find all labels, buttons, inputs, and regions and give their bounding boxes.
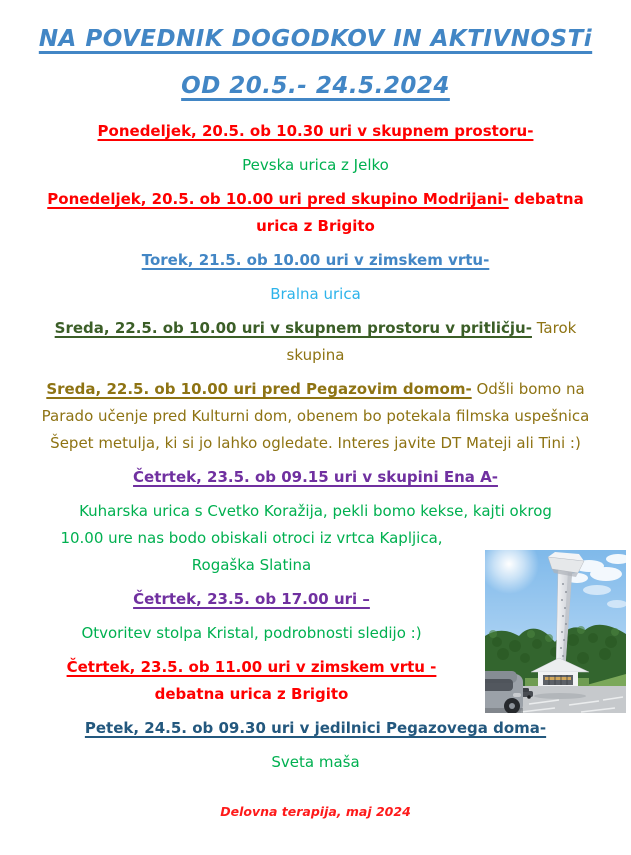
foreground-car	[485, 671, 523, 713]
event-header: Torek, 21.5. ob 10.00 uri v zimskem vrtu-	[141, 251, 490, 269]
event-body-inline: Tarok	[531, 319, 577, 337]
event-entry-tuesday	[33, 247, 598, 274]
event-body: Pevska urica z Jelko	[242, 156, 389, 174]
event-header-continuation: urica z Brigito	[256, 217, 375, 235]
event-header: Četrtek, 23.5. ob 17.00 uri –	[133, 590, 370, 608]
event-body-tuesday	[33, 281, 598, 308]
event-header: Sreda, 22.5. ob 10.00 uri v skupnem prostoru v pritličju-	[54, 319, 532, 337]
event-body: debatna urica z Brigito	[154, 685, 349, 703]
event-header: Četrtek, 23.5. ob 11.00 uri v zimskem vrtu -	[66, 658, 437, 676]
kristal-tower-illustration	[485, 550, 626, 713]
event-entry-monday-1	[33, 118, 598, 145]
event-entry-wednesday-1	[33, 315, 598, 369]
event-header: Ponedeljek, 20.5. ob 10.00 uri pred skupino Modrijani-	[47, 190, 509, 208]
event-body: Bralna urica	[270, 285, 361, 303]
event-body: Rogaška Slatina	[191, 556, 312, 574]
footer-signature: Delovna terapija, maj 2024	[220, 804, 411, 819]
event-body-monday-1	[33, 152, 598, 179]
event-entry-wednesday-2	[33, 376, 598, 457]
event-header-continuation: debatna	[508, 190, 584, 208]
event-body: 10.00 ure nas bodo obiskali otroci iz vrtca Kapljica,	[60, 529, 443, 547]
event-body: Otvoritev stolpa Kristal, podrobnosti sledijo :)	[81, 624, 422, 642]
event-body-inline: skupina	[286, 346, 345, 364]
event-header: Četrtek, 23.5. ob 09.15 uri v skupini Ena A-	[133, 468, 498, 486]
event-entry-friday	[33, 715, 598, 742]
event-header: Sreda, 22.5. ob 10.00 uri pred Pegazovim domom-	[46, 380, 472, 398]
page-title-line-1: NA POVEDNIK DOGODKOV IN AKTIVNOSTi	[38, 26, 593, 52]
event-header: Ponedeljek, 20.5. ob 10.30 uri v skupnem prostoru-	[97, 122, 534, 140]
event-body-friday	[33, 749, 598, 776]
event-entry-thursday-1	[33, 464, 598, 491]
page-title-line-2: OD 20.5.- 24.5.2024	[181, 73, 450, 99]
event-header: Petek, 24.5. ob 09.30 uri v jedilnici Pegazovega doma-	[84, 719, 547, 737]
kristal-tower-photo	[485, 550, 626, 713]
event-entry-monday-2	[33, 186, 598, 240]
event-body-inline: Odšli bomo na Parado učenje pred Kulturni dom, obenem bo potekala filmska uspešnica Šepet metulja, ki si jo lahko ogledate. Interes javite DT Mateji ali Tini :)	[41, 380, 590, 452]
event-body: Sveta maša	[271, 753, 360, 771]
event-body: Kuharska urica s Cvetko Koražija, pekli bomo kekse, kajti okrog	[79, 502, 552, 520]
